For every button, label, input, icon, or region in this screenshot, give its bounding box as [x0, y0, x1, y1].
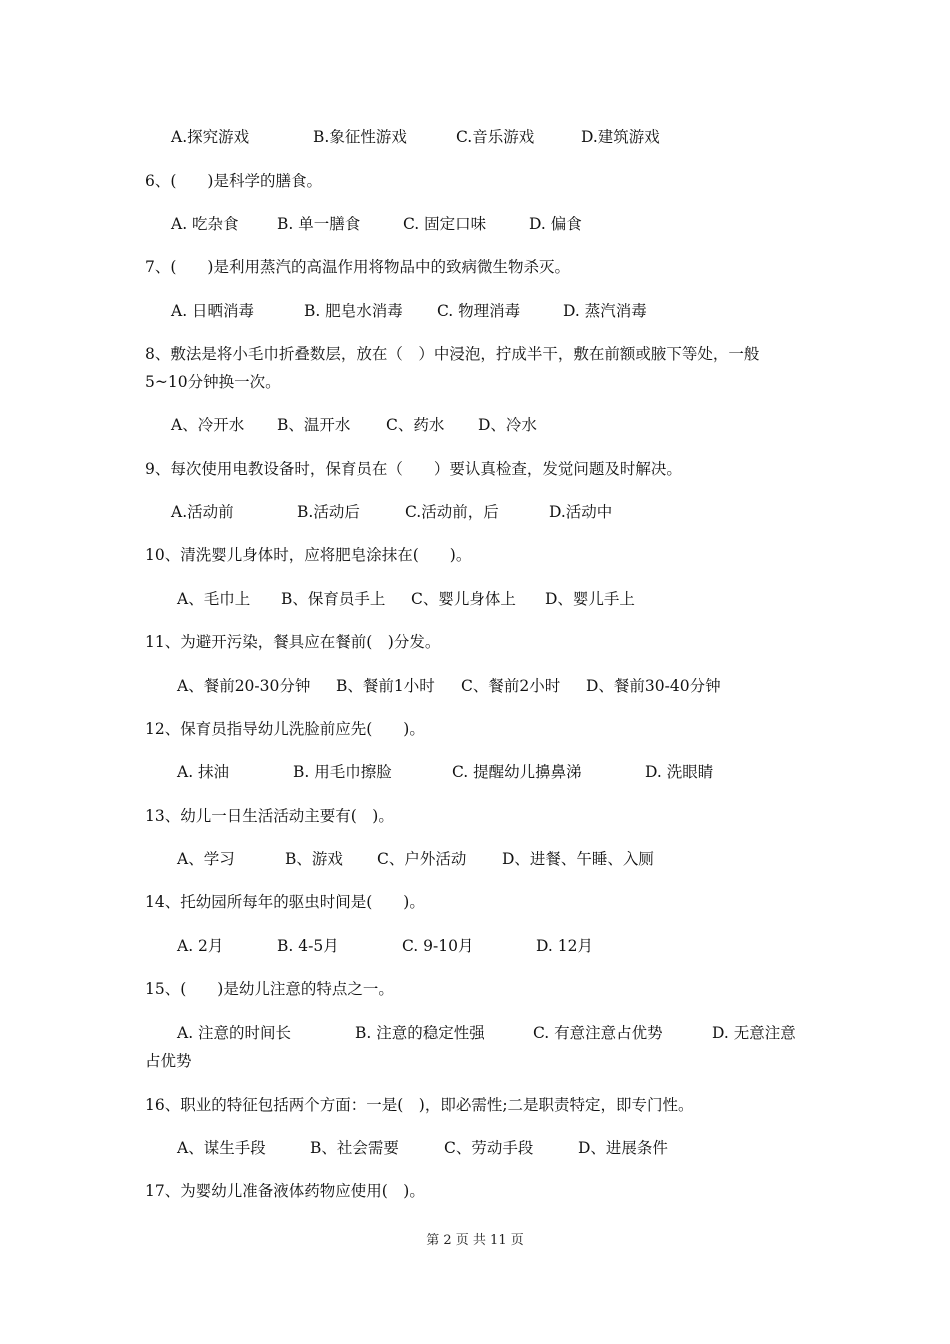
q17-text: 17、为婴幼儿准备液体药物应使用( )。 — [145, 1182, 425, 1200]
q11-option-a: A、餐前20-30分钟 — [177, 677, 311, 695]
q16-option-b: B、社会需要 — [310, 1139, 399, 1157]
q7-option-d: D. 蒸汽消毒 — [563, 302, 647, 320]
q8-option-b: B、温开水 — [277, 416, 351, 434]
q14-option-a: A. 2月 — [177, 937, 224, 955]
q9-option-a: A.活动前 — [171, 503, 234, 521]
q12-option-a: A. 抹油 — [177, 763, 230, 781]
q14-text: 14、托幼园所每年的驱虫时间是( )。 — [145, 893, 425, 911]
q11-text: 11、为避开污染，餐具应在餐前( )分发。 — [145, 633, 441, 651]
q6-option-a: A. 吃杂食 — [171, 215, 239, 233]
q12-text: 12、保育员指导幼儿洗脸前应先( )。 — [145, 720, 425, 738]
q13-option-a: A、学习 — [177, 850, 235, 868]
q10-option-d: D、婴儿手上 — [545, 590, 635, 608]
q6-option-b: B. 单一膳食 — [277, 215, 361, 233]
q8-option-a: A、冷开水 — [171, 416, 245, 434]
q13-text: 13、幼儿一日生活活动主要有( )。 — [145, 807, 394, 825]
q15-option-a: A. 注意的时间长 — [177, 1024, 292, 1042]
q6-option-c: C. 固定口味 — [403, 215, 487, 233]
q15-text: 15、( )是幼儿注意的特点之一。 — [145, 980, 394, 998]
q10-text: 10、清洗婴儿身体时，应将肥皂涂抹在( )。 — [145, 546, 472, 564]
q10-option-a: A、毛巾上 — [177, 590, 251, 608]
q15-option-d: D. 无意注意 — [712, 1024, 796, 1042]
q9-option-b: B.活动后 — [297, 503, 360, 521]
q15-option-c: C. 有意注意占优势 — [533, 1024, 663, 1042]
q10-option-c: C、婴儿身体上 — [411, 590, 516, 608]
q16-text: 16、职业的特征包括两个方面：一是( )，即必需性;二是职责特定，即专门性。 — [145, 1096, 694, 1114]
q12-option-d: D. 洗眼睛 — [645, 763, 714, 781]
q7-text: 7、( )是利用蒸汽的高温作用将物品中的致病微生物杀灭。 — [145, 258, 570, 276]
page-footer: 第 2 页 共 11 页 — [426, 1233, 524, 1248]
q5-option-b: B.象征性游戏 — [313, 128, 407, 146]
q13-option-c: C、户外活动 — [377, 850, 467, 868]
q6-text: 6、( )是科学的膳食。 — [145, 172, 322, 190]
q11-option-b: B、餐前1小时 — [336, 677, 435, 695]
q5-option-d: D.建筑游戏 — [581, 128, 660, 146]
q14-option-c: C. 9-10月 — [402, 937, 474, 955]
q6-option-d: D. 偏食 — [529, 215, 582, 233]
q9-option-d: D.活动中 — [549, 503, 613, 521]
q13-option-b: B、游戏 — [285, 850, 343, 868]
q5-option-a: A.探究游戏 — [171, 128, 250, 146]
q14-option-b: B. 4-5月 — [277, 937, 339, 955]
q7-option-c: C. 物理消毒 — [437, 302, 521, 320]
q7-option-a: A. 日晒消毒 — [171, 302, 255, 320]
q9-option-c: C.活动前，后 — [405, 503, 499, 521]
q14-option-d: D. 12月 — [536, 937, 593, 955]
q8-text-line1: 8、敷法是将小毛巾折叠数层，放在（ ）中浸泡，拧成半干，敷在前额或腋下等处，一般 — [145, 345, 760, 363]
q15-option-d-wrap: 占优势 — [145, 1052, 192, 1070]
q9-text: 9、每次使用电教设备时，保育员在（ ）要认真检查，发觉问题及时解决。 — [145, 460, 682, 478]
q12-option-b: B. 用毛巾擦脸 — [293, 763, 392, 781]
q7-option-b: B. 肥皂水消毒 — [304, 302, 403, 320]
q12-option-c: C. 提醒幼儿擤鼻涕 — [452, 763, 582, 781]
q10-option-b: B、保育员手上 — [281, 590, 386, 608]
q16-option-a: A、谋生手段 — [177, 1139, 266, 1157]
q8-option-d: D、冷水 — [478, 416, 537, 434]
q8-option-c: C、药水 — [386, 416, 445, 434]
q15-option-b: B. 注意的稳定性强 — [355, 1024, 485, 1042]
q11-option-d: D、餐前30-40分钟 — [586, 677, 721, 695]
q13-option-d: D、进餐、午睡、入厕 — [502, 850, 654, 868]
q11-option-c: C、餐前2小时 — [461, 677, 561, 695]
q16-option-d: D、进展条件 — [578, 1139, 668, 1157]
q16-option-c: C、劳动手段 — [444, 1139, 534, 1157]
q5-option-c: C.音乐游戏 — [456, 128, 535, 146]
q8-text-line2: 5~10分钟换一次。 — [145, 373, 281, 391]
